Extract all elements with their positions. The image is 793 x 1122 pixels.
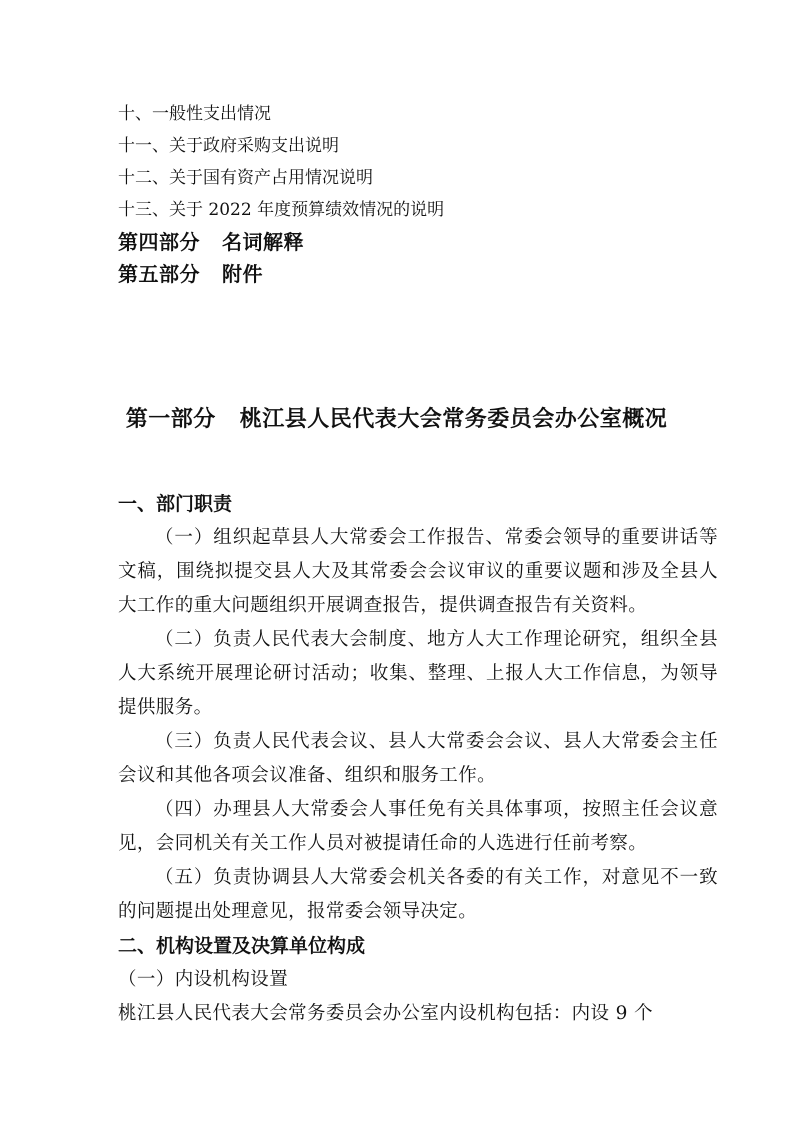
body-text-line: 桃江县人民代表大会常务委员会办公室内设机构包括：内设 9 个	[118, 1003, 654, 1024]
main-content	[118, 487, 718, 1031]
toc-item: 十一、关于政府采购支出说明	[118, 136, 339, 156]
toc-part-five	[118, 258, 444, 290]
toc-item: 十三、关于 2022 年度预算绩效情况的说明	[118, 200, 445, 220]
duty-paragraph: （四）办理县人大常委会人事任免有关具体事项，按照主任会议意见，会同机关有关工作人员对被提请任命的人选进行任前考察。	[118, 799, 718, 854]
section-heading-duties: 一、部门职责	[118, 493, 233, 515]
part-one-heading	[0, 402, 793, 433]
part-one-title: 桃江县人民代表大会常务委员会办公室概况	[239, 407, 668, 432]
subsection-heading: （一）内设机构设置	[118, 969, 289, 990]
toc-part-four	[118, 226, 444, 258]
duty-paragraph: （五）负责协调县人大常委会机关各委的有关工作，对意见不一致的问题提出处理意见，报常委会领导决定。	[118, 867, 718, 922]
toc-part-title: 附件	[222, 262, 263, 286]
toc-item: 十、一般性支出情况	[118, 104, 271, 124]
duty-paragraph: （三）负责人民代表会议、县人大常委会会议、县人大常委会主任会议和其他各项会议准备、组织和服务工作。	[118, 731, 718, 786]
toc-part-title: 名词解释	[222, 230, 304, 254]
section-heading-structure: 二、机构设置及决算单位构成	[118, 935, 366, 957]
duty-paragraph: （二）负责人民代表大会制度、地方人大工作理论研究，组织全县人大系统开展理论研讨活动；收集、整理、上报人大工作信息，为领导提供服务。	[118, 629, 718, 718]
toc-part-label: 第四部分	[118, 230, 200, 254]
table-of-contents	[118, 98, 444, 290]
toc-part-label: 第五部分	[118, 262, 200, 286]
toc-item: 十二、关于国有资产占用情况说明	[118, 168, 373, 188]
duty-paragraph: （一）组织起草县人大常委会工作报告、常委会领导的重要讲话等文稿，围绕拟提交县人大及其常委会会议审议的重要议题和涉及全县人大工作的重大问题组织开展调查报告，提供调查报告有关资料。	[118, 527, 718, 616]
part-one-label: 第一部分	[125, 407, 216, 432]
